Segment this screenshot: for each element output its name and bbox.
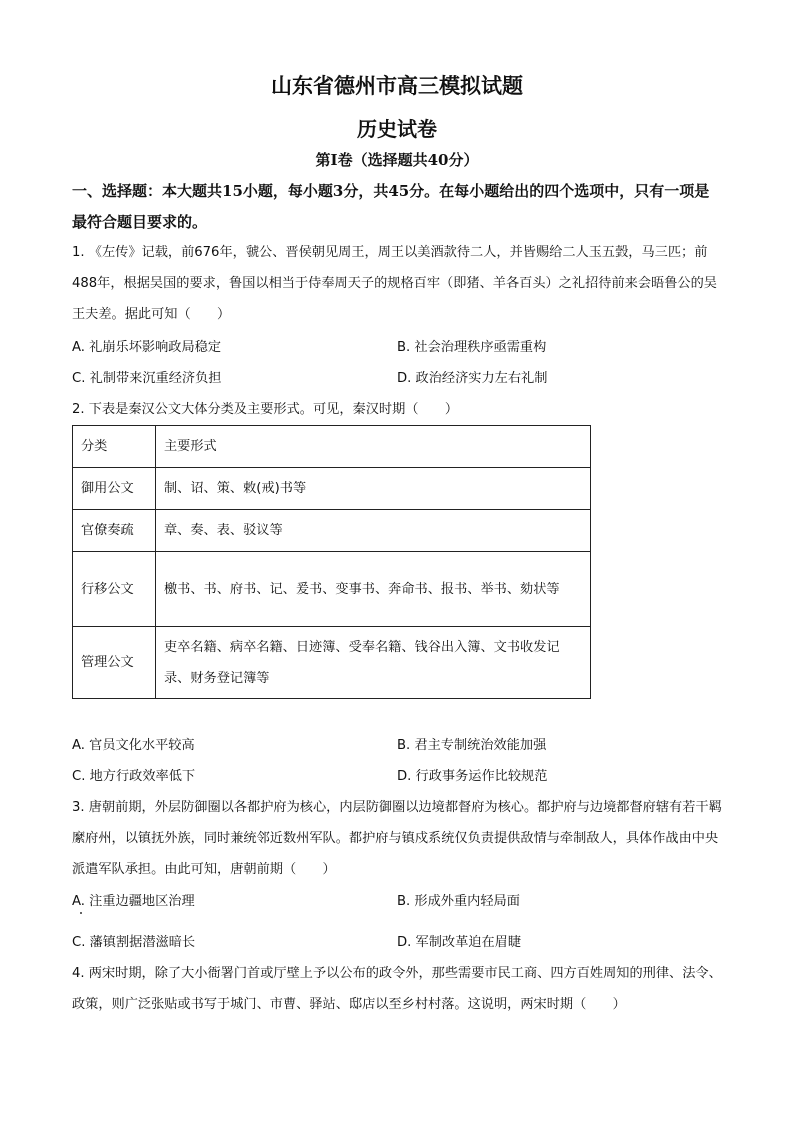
table-cell: 行移公文 [73,552,156,627]
question-1-stem: 1. 《左传》记载，前676年，虢公、晋侯朝见周王，周王以美酒款待二人，并皆赐给二人玉五瑴，马三匹；前488年，根据吴国的要求，鲁国以相当于侍奉周天子的规格百牢（即猪、羊各百头）之礼招待前来会晤鲁公的吴王夫差。据此可知（ ） [72,245,717,322]
table-row [73,552,591,627]
table-cell: 檄书、书、府书、记、爰书、变事书、奔命书、报书、举书、劾状等 [156,552,591,627]
table-cell: 管理公文 [73,627,156,699]
table-header-cell: 主要形式 [156,426,591,468]
section-heading: 一、选择题：本大题共15小题，每小题3分，共45分。在每小题给出的四个选项中，只有一项是最符合题目要求的。 [72,182,710,231]
table-cell: 御用公文 [73,468,156,510]
stray-dot [80,912,82,914]
table-cell: 官僚奏疏 [73,510,156,552]
table-header-cell: 分类 [73,426,156,468]
question-2-option-b: B. 君主专制统治效能加强 [397,738,547,753]
table-row [73,510,591,552]
table-row [73,627,591,699]
question-2-option-a: A. 官员文化水平较高 [72,738,195,753]
table-header-row [73,426,591,468]
question-1-option-b: B. 社会治理秩序亟需重构 [397,340,547,355]
question-2-table [72,425,591,699]
question-1-option-a: A. 礼崩乐坏影响政局稳定 [72,340,222,355]
table-cell: 制、诏、策、敕(戒)书等 [156,468,591,510]
question-3-option-d: D. 军制改革迫在眉睫 [397,935,522,950]
exam-title: 山东省德州市高三模拟试题 [271,73,523,98]
table-cell: 吏卒名籍、病卒名籍、日迹簿、受奉名籍、钱谷出入簿、文书收发记录、财务登记簿等 [156,627,591,699]
question-2-option-c: C. 地方行政效率低下 [72,769,196,784]
question-1-option-d: D. 政治经济实力左右礼制 [397,371,548,386]
question-3-option-a: A. 注重边疆地区治理 [72,894,195,909]
question-2-option-d: D. 行政事务运作比较规范 [397,769,548,784]
question-3-option-c: C. 藩镇割据潜滋暗长 [72,935,196,950]
question-3-option-b: B. 形成外重内轻局面 [397,894,520,909]
question-2-stem: 2. 下表是秦汉公文大体分类及主要形式。可见，秦汉时期（ ） [72,402,459,417]
table-cell: 章、奏、表、驳议等 [156,510,591,552]
question-1-option-c: C. 礼制带来沉重经济负担 [72,371,222,386]
question-4-stem: 4. 两宋时期，除了大小衙署门首或厅壁上予以公布的政令外，那些需要市民工商、四方百姓周知的刑律、法令、政策，则广泛张贴或书写于城门、市曹、驿站、邸店以至乡村村落。这说明，两宋时期（ ） [72,966,722,1012]
table-row [73,468,591,510]
exam-subject: 历史试卷 [357,117,437,141]
question-3-stem: 3. 唐朝前期，外层防御圈以各都护府为核心，内层防御圈以边境都督府为核心。都护府与边境都督府辖有若干羁縻府州，以镇抚外族，同时兼统邻近数州军队。都护府与镇戍系统仅负责提供敌情与牵制敌人，具体作战由中央派遣军队承担。由此可知，唐朝前期（ ） [72,800,722,877]
exam-volume: 第Ⅰ卷（选择题共40分） [315,151,479,169]
